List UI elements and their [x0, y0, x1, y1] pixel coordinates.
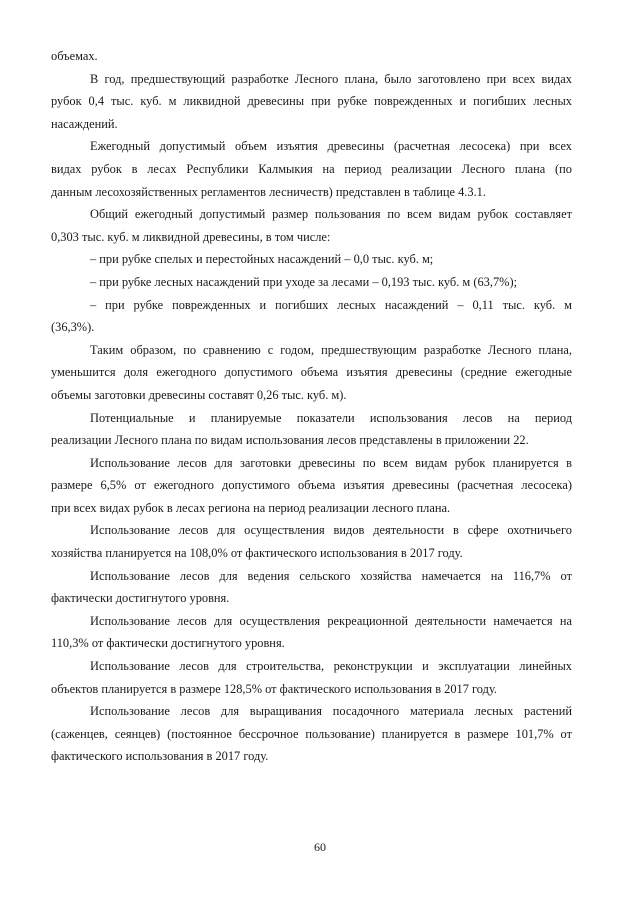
text-line: В год, предшествующий разработке Лесного плана, было заготовлено при всех видах [90, 71, 572, 86]
text-line: объемах. [51, 49, 98, 63]
paragraph-6 [51, 407, 572, 452]
paragraph-5 [51, 339, 572, 407]
paragraph-10 [51, 610, 572, 655]
paragraph-4 [51, 203, 572, 248]
paragraph-11 [51, 655, 572, 700]
page-number: 60 [314, 840, 326, 854]
text-line: размере 6,5% от ежегодного допустимого объема изъятия древесины (расчетная лесосека) [51, 478, 572, 493]
list-item-2 [51, 271, 572, 294]
text-line: – при рубке поврежденных и погибших лесных насаждений – 0,11 тыс. куб. м [90, 297, 572, 312]
text-line: – при рубке лесных насаждений при уходе за лесами – 0,193 тыс. куб. м (63,7%); [90, 274, 518, 289]
text-line: видах рубок в лесах Республики Калмыкия на период реализации Лесного плана (по [51, 161, 572, 176]
list-item-1 [51, 248, 572, 271]
text-line: Использование лесов для осуществления видов деятельности в сфере охотничьего [90, 523, 572, 538]
paragraph-2 [51, 68, 572, 136]
text-line: Использование лесов для осуществления рекреационной деятельности намечается на [90, 613, 572, 628]
text-line: 110,3% от фактически достигнутого уровня. [51, 636, 285, 651]
text-line: Использование лесов для заготовки древесины по всем видам рубок планируется в [90, 455, 572, 470]
text-line: Ежегодный допустимый объем изъятия древесины (расчетная лесосека) при всех [90, 139, 572, 154]
text-line: фактического использования в 2017 году. [51, 749, 269, 764]
text-line: фактически достигнутого уровня. [51, 591, 230, 606]
paragraph-3 [51, 135, 572, 203]
text-line: Таким образом, по сравнению с годом, предшествующим разработке Лесного плана, [90, 342, 572, 357]
paragraph-12 [51, 700, 572, 768]
text-line: (36,3%). [51, 320, 95, 335]
text-line: объектов планируется в размере 128,5% от фактического использования в 2017 году. [51, 681, 497, 696]
paragraph-9 [51, 565, 572, 610]
text-line: объемы заготовки древесины составят 0,26 тыс. куб. м). [51, 387, 347, 402]
text-line: Потенциальные и планируемые показатели использования лесов на период [90, 410, 572, 425]
text-line: хозяйства планируется на 108,0% от фактического использования в 2017 году. [51, 546, 463, 561]
text-line: Использование лесов для строительства, реконструкции и эксплуатации линейных [90, 659, 572, 674]
text-line: при всех видах рубок в лесах региона на период реализации лесного плана. [51, 500, 451, 515]
text-line: – при рубке спелых и перестойных насаждений – 0,0 тыс. куб. м; [90, 252, 434, 267]
text-line: рубок 0,4 тыс. куб. м ликвидной древесины при рубке поврежденных и погибших лесных [51, 94, 572, 109]
text-line: Общий ежегодный допустимый размер пользования по всем видам рубок составляет [90, 207, 572, 222]
text-line: Использование лесов для выращивания посадочного материала лесных растений [90, 704, 572, 719]
text-line: Использование лесов для ведения сельского хозяйства намечается на 116,7% от [90, 568, 572, 583]
text-line: (саженцев, сеянцев) (постоянное бессрочное пользование) планируется в размере 101,7% от [51, 726, 572, 741]
text-line: 0,303 тыс. куб. м ликвидной древесины, в том числе: [51, 229, 331, 244]
text-line: реализации Лесного плана по видам использования лесов представлены в приложении 22. [51, 433, 529, 448]
text-line: насаждений. [51, 116, 118, 131]
document-body [51, 45, 572, 768]
paragraph-1 [51, 45, 572, 68]
paragraph-8 [51, 519, 572, 564]
text-line: данным лесохозяйственных регламентов лесничеств) представлен в таблице 4.3.1. [51, 184, 486, 199]
list-item-3 [51, 294, 572, 339]
paragraph-7 [51, 452, 572, 520]
text-line: уменьшится доля ежегодного допустимого объема изъятия древесины (средние ежегодные [51, 365, 572, 380]
